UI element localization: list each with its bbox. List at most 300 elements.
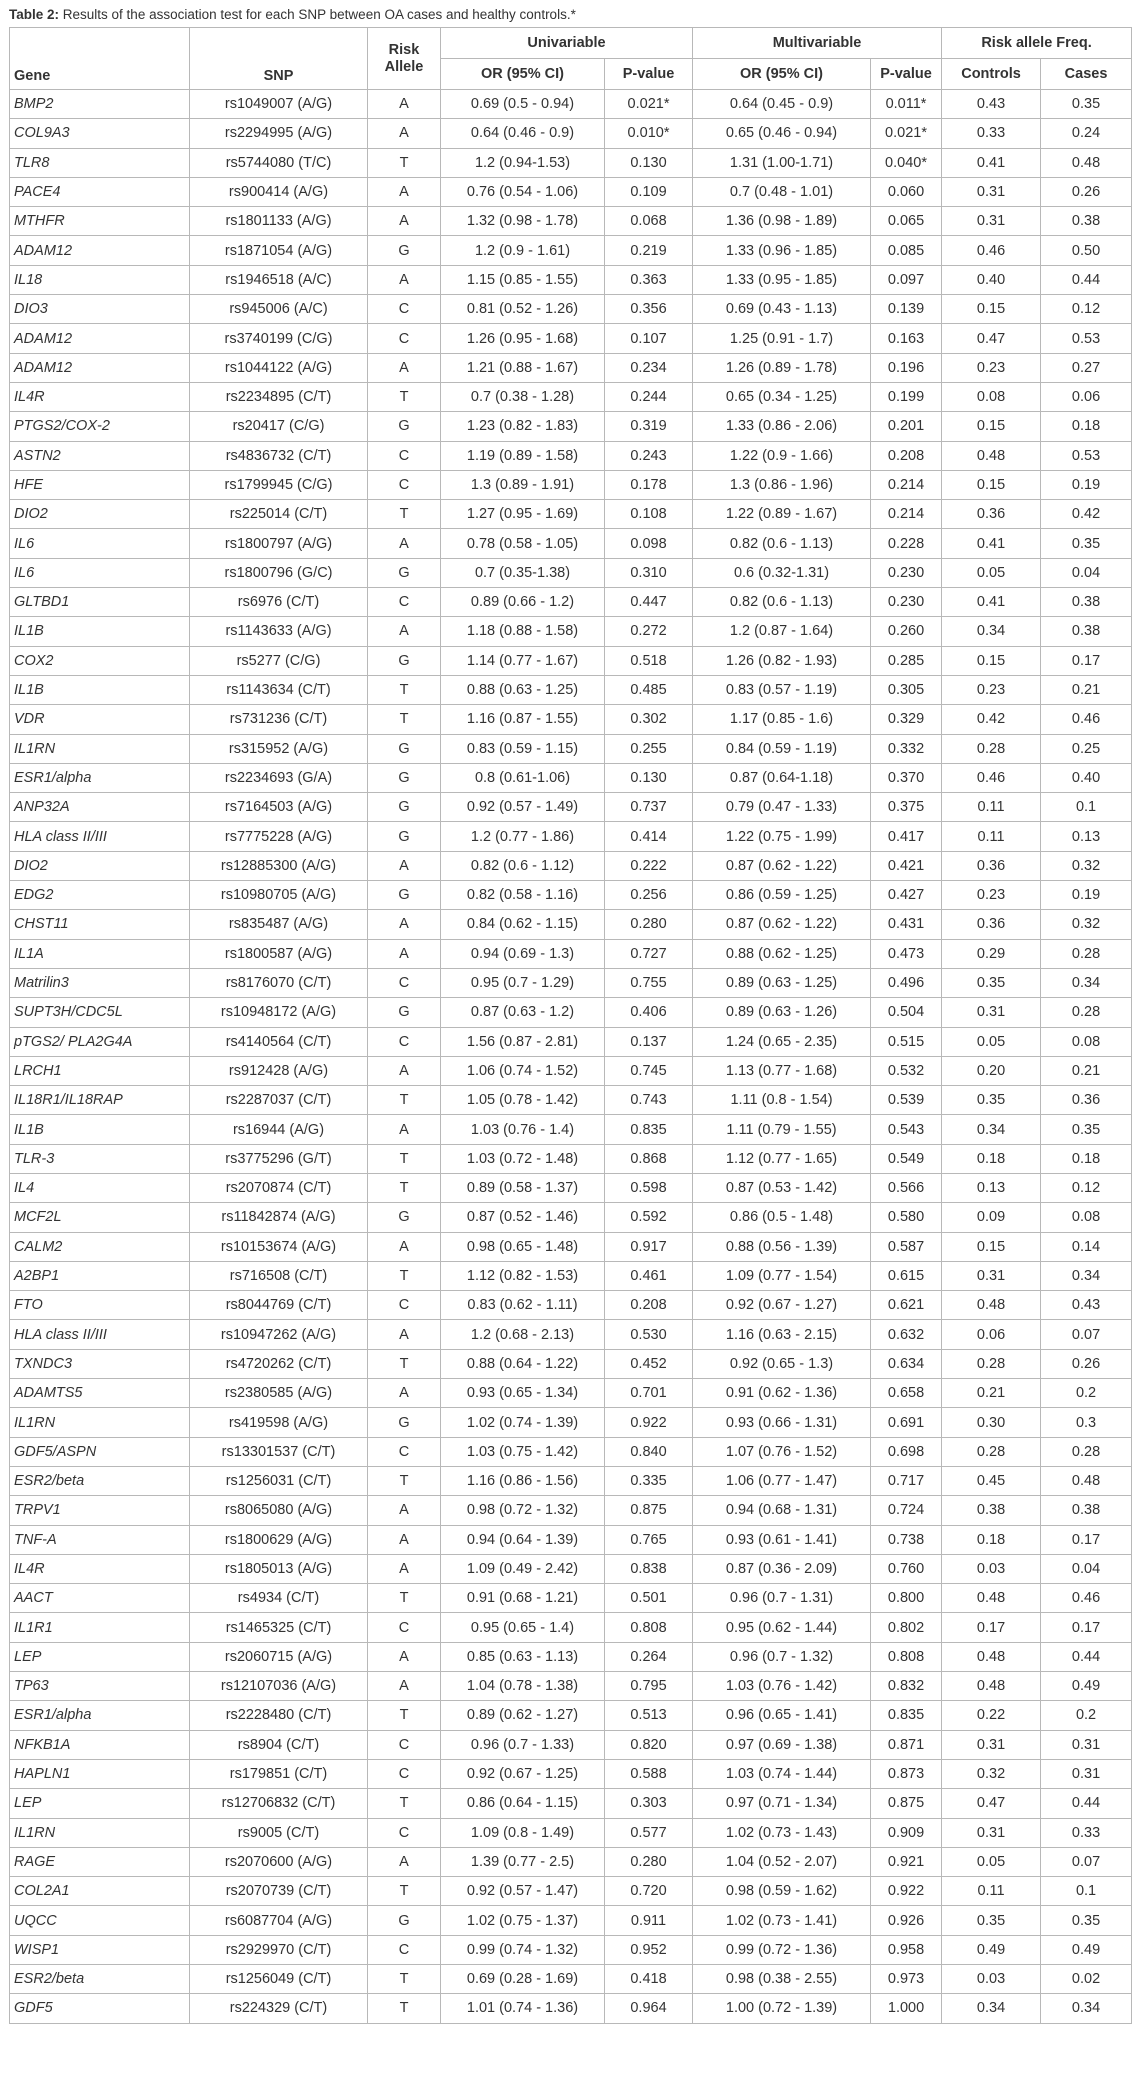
cell-controls: 0.15 <box>942 412 1041 441</box>
cell-controls: 0.47 <box>942 324 1041 353</box>
cell-risk-allele: T <box>368 705 441 734</box>
cell-controls: 0.48 <box>942 1584 1041 1613</box>
cell-multi-or: 1.11 (0.8 - 1.54) <box>693 1086 871 1115</box>
cell-cases: 0.35 <box>1041 1906 1132 1935</box>
cell-cases: 0.17 <box>1041 646 1132 675</box>
table-row <box>10 1408 1132 1437</box>
cell-uni-p: 0.280 <box>605 1847 693 1876</box>
header-univariable: Univariable <box>441 28 693 59</box>
cell-uni-p: 0.363 <box>605 265 693 294</box>
cell-multi-p: 0.496 <box>871 968 942 997</box>
table-row <box>10 470 1132 499</box>
cell-multi-or: 0.88 (0.56 - 1.39) <box>693 1232 871 1261</box>
table-row <box>10 881 1132 910</box>
cell-multi-p: 0.621 <box>871 1291 942 1320</box>
cell-gene: TRPV1 <box>10 1496 190 1525</box>
cell-multi-p: 0.634 <box>871 1349 942 1378</box>
cell-uni-p: 0.414 <box>605 822 693 851</box>
cell-uni-or: 1.05 (0.78 - 1.42) <box>441 1086 605 1115</box>
cell-multi-or: 1.07 (0.76 - 1.52) <box>693 1437 871 1466</box>
cell-gene: MTHFR <box>10 207 190 236</box>
cell-multi-p: 0.163 <box>871 324 942 353</box>
cell-risk-allele: A <box>368 617 441 646</box>
cell-risk-allele: A <box>368 265 441 294</box>
cell-gene: TLR-3 <box>10 1144 190 1173</box>
cell-snp: rs224329 (C/T) <box>190 1994 368 2023</box>
cell-controls: 0.32 <box>942 1759 1041 1788</box>
cell-multi-or: 0.97 (0.71 - 1.34) <box>693 1789 871 1818</box>
cell-multi-or: 0.7 (0.48 - 1.01) <box>693 177 871 206</box>
cell-snp: rs4934 (C/T) <box>190 1584 368 1613</box>
cell-uni-p: 0.108 <box>605 500 693 529</box>
cell-multi-or: 0.6 (0.32-1.31) <box>693 558 871 587</box>
cell-uni-or: 0.81 (0.52 - 1.26) <box>441 295 605 324</box>
cell-multi-or: 0.82 (0.6 - 1.13) <box>693 588 871 617</box>
cell-snp: rs1871054 (A/G) <box>190 236 368 265</box>
cell-controls: 0.06 <box>942 1320 1041 1349</box>
cell-snp: rs2060715 (A/G) <box>190 1642 368 1671</box>
cell-risk-allele: C <box>368 470 441 499</box>
cell-snp: rs1800629 (A/G) <box>190 1525 368 1554</box>
cell-controls: 0.09 <box>942 1203 1041 1232</box>
cell-multi-or: 1.17 (0.85 - 1.6) <box>693 705 871 734</box>
cell-cases: 0.04 <box>1041 558 1132 587</box>
cell-multi-p: 0.201 <box>871 412 942 441</box>
cell-multi-or: 1.33 (0.95 - 1.85) <box>693 265 871 294</box>
cell-gene: VDR <box>10 705 190 734</box>
cell-uni-p: 0.485 <box>605 675 693 704</box>
cell-uni-p: 0.243 <box>605 441 693 470</box>
cell-uni-p: 0.577 <box>605 1818 693 1847</box>
cell-multi-p: 0.473 <box>871 939 942 968</box>
cell-multi-p: 0.421 <box>871 851 942 880</box>
cell-gene: ESR2/beta <box>10 1466 190 1495</box>
cell-multi-p: 0.760 <box>871 1554 942 1583</box>
cell-gene: PTGS2/COX-2 <box>10 412 190 441</box>
cell-multi-p: 0.260 <box>871 617 942 646</box>
cell-multi-or: 1.36 (0.98 - 1.89) <box>693 207 871 236</box>
cell-uni-p: 0.010* <box>605 119 693 148</box>
cell-controls: 0.28 <box>942 1349 1041 1378</box>
cell-gene: LRCH1 <box>10 1056 190 1085</box>
cell-snp: rs2294995 (A/G) <box>190 119 368 148</box>
table-row <box>10 1877 1132 1906</box>
cell-snp: rs7775228 (A/G) <box>190 822 368 851</box>
cell-uni-p: 0.452 <box>605 1349 693 1378</box>
cell-uni-p: 0.701 <box>605 1379 693 1408</box>
cell-controls: 0.23 <box>942 881 1041 910</box>
cell-gene: ASTN2 <box>10 441 190 470</box>
cell-risk-allele: G <box>368 998 441 1027</box>
cell-controls: 0.46 <box>942 236 1041 265</box>
cell-uni-p: 0.765 <box>605 1525 693 1554</box>
cell-risk-allele: T <box>368 382 441 411</box>
cell-uni-or: 1.27 (0.95 - 1.69) <box>441 500 605 529</box>
cell-risk-allele: G <box>368 734 441 763</box>
cell-controls: 0.11 <box>942 822 1041 851</box>
cell-controls: 0.46 <box>942 763 1041 792</box>
cell-uni-p: 0.911 <box>605 1906 693 1935</box>
cell-uni-p: 0.302 <box>605 705 693 734</box>
cell-multi-or: 1.22 (0.75 - 1.99) <box>693 822 871 851</box>
header-cases: Cases <box>1041 59 1132 90</box>
cell-uni-or: 1.39 (0.77 - 2.5) <box>441 1847 605 1876</box>
cell-snp: rs8044769 (C/T) <box>190 1291 368 1320</box>
cell-uni-p: 0.303 <box>605 1789 693 1818</box>
cell-multi-or: 0.93 (0.61 - 1.41) <box>693 1525 871 1554</box>
table-row <box>10 822 1132 851</box>
table-row <box>10 1554 1132 1583</box>
cell-controls: 0.15 <box>942 646 1041 675</box>
cell-multi-p: 0.329 <box>871 705 942 734</box>
cell-controls: 0.15 <box>942 295 1041 324</box>
cell-gene: MCF2L <box>10 1203 190 1232</box>
cell-snp: rs10948172 (A/G) <box>190 998 368 1027</box>
cell-uni-p: 0.501 <box>605 1584 693 1613</box>
cell-uni-p: 0.319 <box>605 412 693 441</box>
cell-risk-allele: T <box>368 500 441 529</box>
table-row <box>10 1525 1132 1554</box>
table-row <box>10 1437 1132 1466</box>
table-row <box>10 1466 1132 1495</box>
table-row <box>10 1349 1132 1378</box>
cell-controls: 0.31 <box>942 177 1041 206</box>
cell-controls: 0.36 <box>942 910 1041 939</box>
table-row <box>10 646 1132 675</box>
cell-snp: rs16944 (A/G) <box>190 1115 368 1144</box>
cell-controls: 0.03 <box>942 1965 1041 1994</box>
cell-multi-p: 0.040* <box>871 148 942 177</box>
cell-multi-p: 0.832 <box>871 1672 942 1701</box>
cell-multi-or: 1.25 (0.91 - 1.7) <box>693 324 871 353</box>
cell-uni-or: 1.09 (0.49 - 2.42) <box>441 1554 605 1583</box>
cell-controls: 0.18 <box>942 1144 1041 1173</box>
cell-cases: 0.49 <box>1041 1935 1132 1964</box>
cell-risk-allele: A <box>368 1525 441 1554</box>
cell-uni-or: 1.32 (0.98 - 1.78) <box>441 207 605 236</box>
cell-uni-p: 0.745 <box>605 1056 693 1085</box>
cell-cases: 0.28 <box>1041 998 1132 1027</box>
cell-uni-p: 0.098 <box>605 529 693 558</box>
cell-cases: 0.1 <box>1041 793 1132 822</box>
cell-uni-p: 0.838 <box>605 1554 693 1583</box>
cell-uni-or: 0.69 (0.5 - 0.94) <box>441 90 605 119</box>
cell-gene: PACE4 <box>10 177 190 206</box>
cell-controls: 0.40 <box>942 265 1041 294</box>
cell-multi-p: 0.285 <box>871 646 942 675</box>
cell-multi-or: 1.02 (0.73 - 1.43) <box>693 1818 871 1847</box>
cell-cases: 0.53 <box>1041 441 1132 470</box>
cell-cases: 0.38 <box>1041 1496 1132 1525</box>
cell-controls: 0.48 <box>942 441 1041 470</box>
cell-uni-or: 1.06 (0.74 - 1.52) <box>441 1056 605 1085</box>
cell-snp: rs2070874 (C/T) <box>190 1173 368 1202</box>
table-row <box>10 1994 1132 2023</box>
cell-snp: rs3740199 (C/G) <box>190 324 368 353</box>
cell-gene: IL1RN <box>10 1408 190 1437</box>
cell-risk-allele: G <box>368 793 441 822</box>
header-multivariable: Multivariable <box>693 28 942 59</box>
cell-multi-or: 1.00 (0.72 - 1.39) <box>693 1994 871 2023</box>
cell-snp: rs1256049 (C/T) <box>190 1965 368 1994</box>
cell-cases: 0.02 <box>1041 1965 1132 1994</box>
cell-risk-allele: G <box>368 881 441 910</box>
cell-controls: 0.36 <box>942 851 1041 880</box>
cell-snp: rs9005 (C/T) <box>190 1818 368 1847</box>
cell-multi-p: 0.921 <box>871 1847 942 1876</box>
cell-uni-or: 1.14 (0.77 - 1.67) <box>441 646 605 675</box>
cell-cases: 0.08 <box>1041 1203 1132 1232</box>
table-row <box>10 734 1132 763</box>
table-row <box>10 1789 1132 1818</box>
cell-controls: 0.48 <box>942 1672 1041 1701</box>
cell-gene: IL6 <box>10 529 190 558</box>
cell-snp: rs10980705 (A/G) <box>190 881 368 910</box>
cell-uni-p: 0.244 <box>605 382 693 411</box>
table-row <box>10 968 1132 997</box>
cell-multi-or: 0.84 (0.59 - 1.19) <box>693 734 871 763</box>
cell-gene: COX2 <box>10 646 190 675</box>
cell-uni-p: 0.208 <box>605 1291 693 1320</box>
cell-uni-or: 0.7 (0.35-1.38) <box>441 558 605 587</box>
cell-multi-p: 0.871 <box>871 1730 942 1759</box>
cell-multi-or: 1.3 (0.86 - 1.96) <box>693 470 871 499</box>
cell-uni-p: 0.356 <box>605 295 693 324</box>
cell-uni-or: 1.16 (0.86 - 1.56) <box>441 1466 605 1495</box>
cell-snp: rs2228480 (C/T) <box>190 1701 368 1730</box>
cell-snp: rs2929970 (C/T) <box>190 1935 368 1964</box>
cell-snp: rs419598 (A/G) <box>190 1408 368 1437</box>
cell-snp: rs2070600 (A/G) <box>190 1847 368 1876</box>
cell-multi-or: 1.06 (0.77 - 1.47) <box>693 1466 871 1495</box>
cell-controls: 0.29 <box>942 939 1041 968</box>
cell-gene: pTGS2/ PLA2G4A <box>10 1027 190 1056</box>
cell-multi-p: 0.305 <box>871 675 942 704</box>
cell-risk-allele: G <box>368 236 441 265</box>
cell-snp: rs20417 (C/G) <box>190 412 368 441</box>
cell-risk-allele: T <box>368 1261 441 1290</box>
cell-cases: 0.26 <box>1041 1349 1132 1378</box>
cell-gene: LEP <box>10 1642 190 1671</box>
cell-multi-p: 0.724 <box>871 1496 942 1525</box>
cell-uni-p: 0.964 <box>605 1994 693 2023</box>
cell-uni-or: 1.2 (0.68 - 2.13) <box>441 1320 605 1349</box>
cell-uni-or: 1.12 (0.82 - 1.53) <box>441 1261 605 1290</box>
cell-snp: rs7164503 (A/G) <box>190 793 368 822</box>
cell-multi-or: 0.65 (0.46 - 0.94) <box>693 119 871 148</box>
cell-snp: rs1805013 (A/G) <box>190 1554 368 1583</box>
cell-multi-p: 0.549 <box>871 1144 942 1173</box>
cell-multi-p: 0.587 <box>871 1232 942 1261</box>
cell-multi-p: 0.800 <box>871 1584 942 1613</box>
cell-uni-p: 0.743 <box>605 1086 693 1115</box>
cell-uni-p: 0.598 <box>605 1173 693 1202</box>
cell-gene: TP63 <box>10 1672 190 1701</box>
cell-gene: GLTBD1 <box>10 588 190 617</box>
cell-cases: 0.27 <box>1041 353 1132 382</box>
cell-cases: 0.07 <box>1041 1847 1132 1876</box>
cell-multi-or: 0.91 (0.62 - 1.36) <box>693 1379 871 1408</box>
cell-cases: 0.12 <box>1041 1173 1132 1202</box>
cell-snp: rs12706832 (C/T) <box>190 1789 368 1818</box>
cell-uni-or: 0.64 (0.46 - 0.9) <box>441 119 605 148</box>
cell-multi-p: 0.021* <box>871 119 942 148</box>
caption-label: Table 2: <box>9 7 60 22</box>
cell-multi-p: 0.230 <box>871 588 942 617</box>
cell-uni-p: 0.137 <box>605 1027 693 1056</box>
cell-multi-p: 0.808 <box>871 1642 942 1671</box>
cell-multi-or: 1.04 (0.52 - 2.07) <box>693 1847 871 1876</box>
cell-uni-or: 1.09 (0.8 - 1.49) <box>441 1818 605 1847</box>
table-row <box>10 1906 1132 1935</box>
cell-cases: 0.31 <box>1041 1759 1132 1788</box>
table-row <box>10 236 1132 265</box>
cell-cases: 0.46 <box>1041 1584 1132 1613</box>
cell-uni-or: 0.89 (0.58 - 1.37) <box>441 1173 605 1202</box>
cell-uni-p: 0.588 <box>605 1759 693 1788</box>
cell-uni-p: 0.256 <box>605 881 693 910</box>
cell-risk-allele: G <box>368 1203 441 1232</box>
cell-multi-p: 0.065 <box>871 207 942 236</box>
cell-controls: 0.31 <box>942 207 1041 236</box>
cell-multi-p: 0.835 <box>871 1701 942 1730</box>
cell-uni-or: 0.95 (0.7 - 1.29) <box>441 968 605 997</box>
cell-risk-allele: A <box>368 119 441 148</box>
cell-gene: DIO3 <box>10 295 190 324</box>
cell-uni-or: 1.2 (0.94-1.53) <box>441 148 605 177</box>
cell-multi-or: 1.22 (0.89 - 1.67) <box>693 500 871 529</box>
cell-uni-p: 0.310 <box>605 558 693 587</box>
cell-multi-p: 0.504 <box>871 998 942 1027</box>
cell-risk-allele: A <box>368 1379 441 1408</box>
cell-multi-or: 0.94 (0.68 - 1.31) <box>693 1496 871 1525</box>
cell-multi-or: 0.69 (0.43 - 1.13) <box>693 295 871 324</box>
cell-uni-p: 0.335 <box>605 1466 693 1495</box>
cell-multi-or: 0.95 (0.62 - 1.44) <box>693 1613 871 1642</box>
cell-gene: ESR1/alpha <box>10 1701 190 1730</box>
cell-uni-or: 0.83 (0.59 - 1.15) <box>441 734 605 763</box>
cell-gene: IL1RN <box>10 1818 190 1847</box>
cell-risk-allele: A <box>368 353 441 382</box>
table-row <box>10 851 1132 880</box>
cell-controls: 0.05 <box>942 558 1041 587</box>
cell-risk-allele: C <box>368 1935 441 1964</box>
cell-uni-p: 0.178 <box>605 470 693 499</box>
table-row <box>10 675 1132 704</box>
cell-gene: ADAM12 <box>10 236 190 265</box>
cell-uni-or: 1.03 (0.75 - 1.42) <box>441 1437 605 1466</box>
cell-risk-allele: A <box>368 1232 441 1261</box>
cell-multi-or: 0.89 (0.63 - 1.26) <box>693 998 871 1027</box>
cell-uni-p: 0.255 <box>605 734 693 763</box>
cell-multi-p: 0.417 <box>871 822 942 851</box>
cell-controls: 0.31 <box>942 1818 1041 1847</box>
cell-uni-or: 1.01 (0.74 - 1.36) <box>441 1994 605 2023</box>
cell-uni-p: 0.835 <box>605 1115 693 1144</box>
header-risk-allele: Risk Allele <box>368 28 441 90</box>
cell-multi-p: 0.230 <box>871 558 942 587</box>
cell-uni-or: 1.23 (0.82 - 1.83) <box>441 412 605 441</box>
cell-controls: 0.47 <box>942 1789 1041 1818</box>
cell-uni-p: 0.737 <box>605 793 693 822</box>
cell-risk-allele: T <box>368 148 441 177</box>
cell-uni-p: 0.130 <box>605 148 693 177</box>
cell-controls: 0.13 <box>942 1173 1041 1202</box>
cell-gene: WISP1 <box>10 1935 190 1964</box>
cell-multi-or: 1.16 (0.63 - 2.15) <box>693 1320 871 1349</box>
cell-uni-or: 0.82 (0.6 - 1.12) <box>441 851 605 880</box>
cell-snp: rs1946518 (A/C) <box>190 265 368 294</box>
cell-cases: 0.48 <box>1041 1466 1132 1495</box>
table-row <box>10 148 1132 177</box>
cell-snp: rs900414 (A/G) <box>190 177 368 206</box>
cell-cases: 0.28 <box>1041 1437 1132 1466</box>
cell-multi-or: 0.96 (0.65 - 1.41) <box>693 1701 871 1730</box>
cell-risk-allele: C <box>368 441 441 470</box>
cell-multi-p: 0.658 <box>871 1379 942 1408</box>
cell-snp: rs1143633 (A/G) <box>190 617 368 646</box>
cell-cases: 0.1 <box>1041 1877 1132 1906</box>
table-row <box>10 998 1132 1027</box>
cell-snp: rs1049007 (A/G) <box>190 90 368 119</box>
cell-uni-or: 0.84 (0.62 - 1.15) <box>441 910 605 939</box>
cell-multi-p: 0.214 <box>871 500 942 529</box>
cell-snp: rs4836732 (C/T) <box>190 441 368 470</box>
cell-cases: 0.38 <box>1041 588 1132 617</box>
cell-uni-or: 0.87 (0.52 - 1.46) <box>441 1203 605 1232</box>
cell-snp: rs2380585 (A/G) <box>190 1379 368 1408</box>
cell-risk-allele: A <box>368 1320 441 1349</box>
cell-multi-or: 1.12 (0.77 - 1.65) <box>693 1144 871 1173</box>
cell-gene: ADAM12 <box>10 324 190 353</box>
table-row <box>10 763 1132 792</box>
cell-cases: 0.33 <box>1041 1818 1132 1847</box>
cell-multi-or: 1.24 (0.65 - 2.35) <box>693 1027 871 1056</box>
cell-controls: 0.31 <box>942 1261 1041 1290</box>
table-row <box>10 558 1132 587</box>
cell-risk-allele: G <box>368 822 441 851</box>
cell-multi-or: 0.96 (0.7 - 1.32) <box>693 1642 871 1671</box>
cell-multi-p: 0.427 <box>871 881 942 910</box>
table-row <box>10 1261 1132 1290</box>
cell-risk-allele: A <box>368 1672 441 1701</box>
cell-multi-p: 0.515 <box>871 1027 942 1056</box>
cell-controls: 0.34 <box>942 617 1041 646</box>
table-row <box>10 1086 1132 1115</box>
cell-gene: DIO2 <box>10 500 190 529</box>
cell-cases: 0.34 <box>1041 1261 1132 1290</box>
cell-uni-p: 0.720 <box>605 1877 693 1906</box>
cell-multi-p: 0.085 <box>871 236 942 265</box>
table-row <box>10 324 1132 353</box>
cell-multi-or: 1.33 (0.96 - 1.85) <box>693 236 871 265</box>
cell-cases: 0.31 <box>1041 1730 1132 1759</box>
table-row <box>10 500 1132 529</box>
cell-cases: 0.13 <box>1041 822 1132 851</box>
cell-multi-or: 1.03 (0.74 - 1.44) <box>693 1759 871 1788</box>
header-multi-p: P-value <box>871 59 942 90</box>
cell-snp: rs5744080 (T/C) <box>190 148 368 177</box>
cell-cases: 0.44 <box>1041 265 1132 294</box>
cell-multi-or: 0.87 (0.53 - 1.42) <box>693 1173 871 1202</box>
cell-controls: 0.03 <box>942 1554 1041 1583</box>
cell-risk-allele: C <box>368 1291 441 1320</box>
cell-uni-or: 1.56 (0.87 - 2.81) <box>441 1027 605 1056</box>
cell-uni-p: 0.513 <box>605 1701 693 1730</box>
cell-snp: rs1800797 (A/G) <box>190 529 368 558</box>
cell-risk-allele: C <box>368 1613 441 1642</box>
table-row <box>10 382 1132 411</box>
